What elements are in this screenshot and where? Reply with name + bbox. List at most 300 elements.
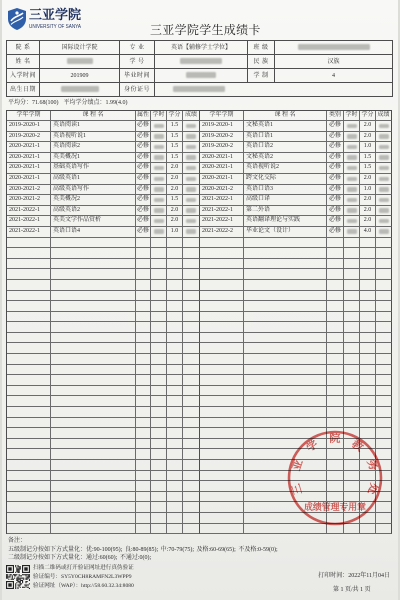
redacted-value	[347, 198, 357, 203]
verify-code-label: 验证编号：	[33, 574, 61, 580]
left-attr-cell	[136, 439, 151, 450]
right-term-cell	[200, 418, 244, 429]
left-attr-cell	[136, 333, 151, 344]
right-type-cell: 必修	[327, 195, 344, 206]
right-term-cell: 2019-2020-2	[200, 142, 244, 153]
left-score-cell	[183, 375, 200, 386]
right-type-cell	[327, 248, 344, 259]
left-term-cell	[7, 428, 51, 439]
grade-row	[7, 407, 392, 418]
right-term-cell	[200, 248, 244, 259]
enrollment-value: 201909	[40, 69, 120, 83]
right-credit-cell: 2.0	[360, 132, 376, 143]
grade-row	[7, 153, 392, 164]
right-score-cell	[376, 121, 392, 132]
right-score-cell	[376, 259, 392, 270]
left-attr-cell	[136, 269, 151, 280]
redacted-value	[379, 166, 389, 171]
left-term-cell	[7, 407, 51, 418]
right-score-cell	[376, 248, 392, 259]
left-term-cell: 2019-2020-2	[7, 132, 51, 143]
right-credit-cell: 2.0	[360, 174, 376, 185]
left-course-cell: 英美文学作品赏析	[51, 216, 136, 227]
redacted-value	[186, 219, 196, 224]
right-course-cell: 英语口语2	[244, 142, 327, 153]
left-term-cell	[7, 396, 51, 407]
left-term-cell	[7, 375, 51, 386]
right-credit-cell	[360, 291, 376, 302]
right-type-cell	[327, 396, 344, 407]
left-attr-cell	[136, 418, 151, 429]
left-score-cell	[183, 195, 200, 206]
info-row	[7, 69, 393, 83]
right-course-cell	[244, 291, 327, 302]
two-level-note: 二级制记分按如下方式量化：通过:60(60); 不通过:0(0);	[8, 555, 152, 561]
left-score-cell	[183, 343, 200, 354]
left-attr-cell	[136, 248, 151, 259]
left-course-cell	[51, 386, 136, 397]
left-score-cell	[183, 153, 200, 164]
right-type-cell	[327, 365, 344, 376]
left-score-cell	[183, 449, 200, 460]
redacted-value	[186, 166, 196, 171]
right-type-cell: 必修	[327, 216, 344, 227]
right-score-cell	[376, 291, 392, 302]
left-hours-cell	[151, 460, 167, 471]
right-score-cell	[376, 206, 392, 217]
redacted-value	[154, 166, 164, 171]
column-header-right-term: 学年学期	[200, 111, 244, 121]
right-term-cell	[200, 259, 244, 270]
right-score-cell	[376, 153, 392, 164]
column-header-right-credit: 学分	[360, 111, 376, 121]
redacted-value	[154, 145, 164, 150]
right-hours-cell	[344, 206, 360, 217]
left-score-cell	[183, 418, 200, 429]
redacted-value	[154, 198, 164, 203]
right-term-cell	[200, 291, 244, 302]
left-attr-cell: 必修	[136, 163, 151, 174]
right-credit-cell: 2.0	[360, 195, 376, 206]
right-course-cell: 跨文化交际	[244, 174, 327, 185]
left-score-cell	[183, 216, 200, 227]
left-attr-cell: 必修	[136, 227, 151, 238]
left-hours-cell	[151, 375, 167, 386]
right-credit-cell: 1.5	[360, 153, 376, 164]
left-attr-cell	[136, 407, 151, 418]
grade-row	[7, 248, 392, 259]
official-seal-stamp	[284, 427, 386, 529]
left-attr-cell	[136, 375, 151, 386]
left-hours-cell	[151, 407, 167, 418]
right-score-cell	[376, 280, 392, 291]
left-course-cell: 基础英语写作	[51, 163, 136, 174]
left-attr-cell	[136, 238, 151, 249]
column-header-left-hours: 学时	[151, 111, 167, 121]
left-term-cell: 2020-2021-1	[7, 163, 51, 174]
left-hours-cell	[151, 439, 167, 450]
right-hours-cell	[344, 121, 360, 132]
verify-instruction: 扫描二维码或打开验证网址进行真伪验证	[33, 565, 134, 571]
right-course-cell: 高级口译	[244, 195, 327, 206]
right-term-cell	[200, 460, 244, 471]
left-hours-cell	[151, 312, 167, 323]
birth-value	[40, 83, 120, 97]
right-credit-cell: 1.5	[360, 163, 376, 174]
right-score-cell	[376, 333, 392, 344]
left-course-cell: 高级英语写作	[51, 185, 136, 196]
right-type-cell	[327, 407, 344, 418]
left-credit-cell	[167, 439, 183, 450]
info-row	[7, 55, 393, 69]
right-hours-cell	[344, 301, 360, 312]
left-course-cell	[51, 449, 136, 460]
right-type-cell	[327, 301, 344, 312]
right-term-cell	[200, 407, 244, 418]
department-value: 国际设计学院	[40, 41, 120, 55]
grade-table-header	[7, 111, 392, 121]
left-score-cell	[183, 365, 200, 376]
redacted-value	[154, 219, 164, 224]
right-course-cell	[244, 312, 327, 323]
left-credit-cell: 2.0	[167, 174, 183, 185]
right-hours-cell	[344, 343, 360, 354]
left-course-cell	[51, 513, 136, 524]
left-attr-cell	[136, 513, 151, 524]
right-hours-cell	[344, 365, 360, 376]
right-credit-cell	[360, 407, 376, 418]
left-term-cell	[7, 259, 51, 270]
left-term-cell	[7, 460, 51, 471]
right-hours-cell	[344, 280, 360, 291]
right-score-cell	[376, 269, 392, 280]
left-hours-cell	[151, 396, 167, 407]
program-length-value: 4	[275, 69, 393, 83]
stamp-center-text: 成绩管理专用章	[304, 503, 368, 513]
left-credit-cell	[167, 269, 183, 280]
left-course-cell	[51, 312, 136, 323]
left-credit-cell	[167, 481, 183, 492]
right-hours-cell	[344, 407, 360, 418]
grade-row	[7, 185, 392, 196]
right-term-cell	[200, 396, 244, 407]
name-value	[40, 55, 120, 69]
redacted-value	[186, 134, 196, 139]
right-score-cell	[376, 185, 392, 196]
left-attr-cell	[136, 312, 151, 323]
right-type-cell	[327, 354, 344, 365]
left-course-cell: 英美概况2	[51, 195, 136, 206]
left-course-cell	[51, 291, 136, 302]
class-value	[275, 41, 393, 55]
right-type-cell	[327, 322, 344, 333]
right-course-cell	[244, 248, 327, 259]
right-type-cell	[327, 312, 344, 323]
graduation-value	[155, 69, 248, 83]
right-type-cell	[327, 291, 344, 302]
left-score-cell	[183, 206, 200, 217]
left-hours-cell	[151, 153, 167, 164]
left-course-cell	[51, 407, 136, 418]
left-attr-cell: 必修	[136, 195, 151, 206]
verify-url	[33, 583, 134, 590]
left-term-cell	[7, 312, 51, 323]
column-header-right-type: 类别	[327, 111, 344, 121]
left-hours-cell	[151, 386, 167, 397]
five-level-note: 五级制记分按如下方式量化：优:90-100(95); 良:80-89(85); 中:70-79(75); 及格:60-69(65); 不及格:0-59(0);	[8, 547, 278, 553]
left-course-cell	[51, 280, 136, 291]
left-score-cell	[183, 386, 200, 397]
redacted-value	[379, 124, 389, 129]
left-credit-cell	[167, 291, 183, 302]
ethnicity-value: 汉族	[275, 55, 393, 69]
right-score-cell	[376, 354, 392, 365]
right-hours-cell	[344, 132, 360, 143]
right-type-cell	[327, 259, 344, 270]
left-term-cell	[7, 513, 51, 524]
right-type-cell	[327, 333, 344, 344]
left-term-cell	[7, 449, 51, 460]
left-hours-cell	[151, 195, 167, 206]
left-score-cell	[183, 471, 200, 482]
right-course-cell: 第二外语	[244, 206, 327, 217]
left-term-cell	[7, 418, 51, 429]
left-course-cell: 英美概况1	[51, 153, 136, 164]
right-credit-cell	[360, 396, 376, 407]
redacted-value	[186, 155, 196, 160]
left-hours-cell	[151, 142, 167, 153]
left-attr-cell	[136, 460, 151, 471]
right-term-cell	[200, 513, 244, 524]
right-hours-cell	[344, 322, 360, 333]
redacted-value	[347, 145, 357, 150]
redacted-value	[379, 177, 389, 182]
left-term-cell	[7, 502, 51, 513]
left-credit-cell: 1.5	[167, 142, 183, 153]
left-attr-cell	[136, 280, 151, 291]
left-attr-cell	[136, 259, 151, 270]
grade-row	[7, 386, 392, 397]
left-score-cell	[183, 227, 200, 238]
redacted-value	[347, 124, 357, 129]
right-course-cell	[244, 396, 327, 407]
left-score-cell	[183, 333, 200, 344]
left-course-cell	[51, 238, 136, 249]
column-header-left-term: 学年学期	[7, 111, 51, 121]
left-term-cell	[7, 386, 51, 397]
right-score-cell	[376, 163, 392, 174]
left-term-cell: 2020-2021-2	[7, 195, 51, 206]
grade-row	[7, 312, 392, 323]
right-type-cell: 必修	[327, 142, 344, 153]
page-title: 三亚学院学生成绩卡	[150, 23, 261, 37]
enrollment-label: 入学时间	[7, 69, 40, 83]
left-score-cell	[183, 269, 200, 280]
left-attr-cell	[136, 396, 151, 407]
right-type-cell	[327, 343, 344, 354]
left-hours-cell	[151, 481, 167, 492]
right-term-cell	[200, 269, 244, 280]
redacted-value	[186, 145, 196, 150]
left-credit-cell: 2.0	[167, 163, 183, 174]
right-type-cell: 必修	[327, 185, 344, 196]
right-credit-cell: 2.0	[360, 121, 376, 132]
major-label: 专 业	[120, 41, 155, 55]
right-term-cell	[200, 238, 244, 249]
grade-row	[7, 375, 392, 386]
left-credit-cell	[167, 524, 183, 535]
right-score-cell	[376, 301, 392, 312]
right-hours-cell	[344, 396, 360, 407]
right-score-cell	[376, 174, 392, 185]
left-credit-cell	[167, 280, 183, 291]
column-header-left-course: 课 程 名	[51, 111, 136, 121]
right-credit-cell	[360, 354, 376, 365]
left-term-cell	[7, 248, 51, 259]
left-hours-cell	[151, 121, 167, 132]
right-score-cell	[376, 365, 392, 376]
logo-subtitle: UNIVERSITY OF SANYA	[29, 24, 82, 30]
right-score-cell	[376, 238, 392, 249]
redacted-value	[347, 187, 357, 192]
left-score-cell	[183, 132, 200, 143]
major-value: 英语【辅修学士学位】	[155, 41, 248, 55]
right-course-cell	[244, 238, 327, 249]
left-credit-cell	[167, 449, 183, 460]
left-score-cell	[183, 174, 200, 185]
left-score-cell	[183, 163, 200, 174]
right-type-cell: 必修	[327, 132, 344, 143]
redacted-value	[186, 198, 196, 203]
left-credit-cell: 1.5	[167, 153, 183, 164]
info-row	[7, 83, 393, 97]
right-score-cell	[376, 386, 392, 397]
redacted-value	[379, 198, 389, 203]
right-term-cell: 2021-2022-1	[200, 216, 244, 227]
left-term-cell: 2020-2021-2	[7, 185, 51, 196]
left-credit-cell	[167, 471, 183, 482]
left-attr-cell: 必修	[136, 206, 151, 217]
redacted-value	[298, 44, 370, 50]
right-credit-cell	[360, 343, 376, 354]
department-label: 院 系	[7, 41, 40, 55]
right-course-cell: 英语口语3	[244, 185, 327, 196]
right-term-cell	[200, 280, 244, 291]
redacted-value	[154, 208, 164, 213]
right-hours-cell	[344, 312, 360, 323]
right-term-cell	[200, 312, 244, 323]
grade-row	[7, 132, 392, 143]
left-course-cell: 英语阅读2	[51, 142, 136, 153]
right-term-cell	[200, 354, 244, 365]
redacted-value	[379, 145, 389, 150]
right-term-cell	[200, 301, 244, 312]
left-score-cell	[183, 502, 200, 513]
left-term-cell	[7, 365, 51, 376]
right-hours-cell	[344, 163, 360, 174]
left-hours-cell	[151, 492, 167, 503]
id-number-value	[155, 83, 393, 97]
graduation-label: 毕业时间	[120, 69, 155, 83]
left-term-cell	[7, 481, 51, 492]
left-credit-cell	[167, 354, 183, 365]
right-credit-cell	[360, 386, 376, 397]
right-score-cell	[376, 312, 392, 323]
print-time: 打印时间：2022年11月04日	[318, 573, 390, 579]
right-course-cell	[244, 375, 327, 386]
left-course-cell	[51, 471, 136, 482]
grade-row	[7, 227, 392, 238]
gpa-label: 平均学分绩点：	[63, 100, 106, 106]
right-type-cell	[327, 269, 344, 280]
left-term-cell: 2021-2022-1	[7, 216, 51, 227]
right-term-cell: 2021-2022-2	[200, 227, 244, 238]
right-course-cell: 文秘英语2	[244, 153, 327, 164]
left-course-cell	[51, 460, 136, 471]
right-hours-cell	[344, 269, 360, 280]
right-term-cell: 2020-2021-1	[200, 153, 244, 164]
left-credit-cell	[167, 322, 183, 333]
right-term-cell	[200, 322, 244, 333]
left-attr-cell	[136, 291, 151, 302]
left-attr-cell	[136, 386, 151, 397]
left-credit-cell	[167, 312, 183, 323]
left-credit-cell	[167, 428, 183, 439]
right-hours-cell	[344, 354, 360, 365]
left-score-cell	[183, 439, 200, 450]
right-credit-cell	[360, 280, 376, 291]
right-course-cell: 英语视听说2	[244, 163, 327, 174]
left-attr-cell	[136, 354, 151, 365]
right-course-cell	[244, 354, 327, 365]
right-hours-cell	[344, 248, 360, 259]
redacted-value	[186, 72, 216, 78]
right-term-cell	[200, 471, 244, 482]
left-course-cell	[51, 354, 136, 365]
birth-label: 出生日期	[7, 83, 40, 97]
left-credit-cell: 2.0	[167, 206, 183, 217]
right-type-cell: 必修	[327, 121, 344, 132]
grade-row	[7, 396, 392, 407]
left-score-cell	[183, 428, 200, 439]
redacted-value	[173, 86, 225, 92]
left-course-cell: 英语阅读1	[51, 121, 136, 132]
left-score-cell	[183, 142, 200, 153]
left-hours-cell	[151, 418, 167, 429]
right-credit-cell	[360, 259, 376, 270]
right-credit-cell: 1.0	[360, 142, 376, 153]
verify-code	[33, 574, 132, 581]
left-attr-cell	[136, 481, 151, 492]
redacted-value	[347, 219, 357, 224]
left-credit-cell: 1.0	[167, 227, 183, 238]
left-term-cell: 2021-2022-1	[7, 227, 51, 238]
grade-row	[7, 174, 392, 185]
right-hours-cell	[344, 195, 360, 206]
gpa-value: 1.99(4.0)	[105, 100, 128, 106]
right-term-cell	[200, 439, 244, 450]
right-term-cell	[200, 492, 244, 503]
right-course-cell	[244, 280, 327, 291]
left-credit-cell	[167, 513, 183, 524]
left-attr-cell: 必修	[136, 132, 151, 143]
left-hours-cell	[151, 428, 167, 439]
right-credit-cell: 1.0	[360, 185, 376, 196]
right-credit-cell	[360, 301, 376, 312]
right-credit-cell	[360, 375, 376, 386]
grade-row	[7, 333, 392, 344]
left-attr-cell: 必修	[136, 121, 151, 132]
